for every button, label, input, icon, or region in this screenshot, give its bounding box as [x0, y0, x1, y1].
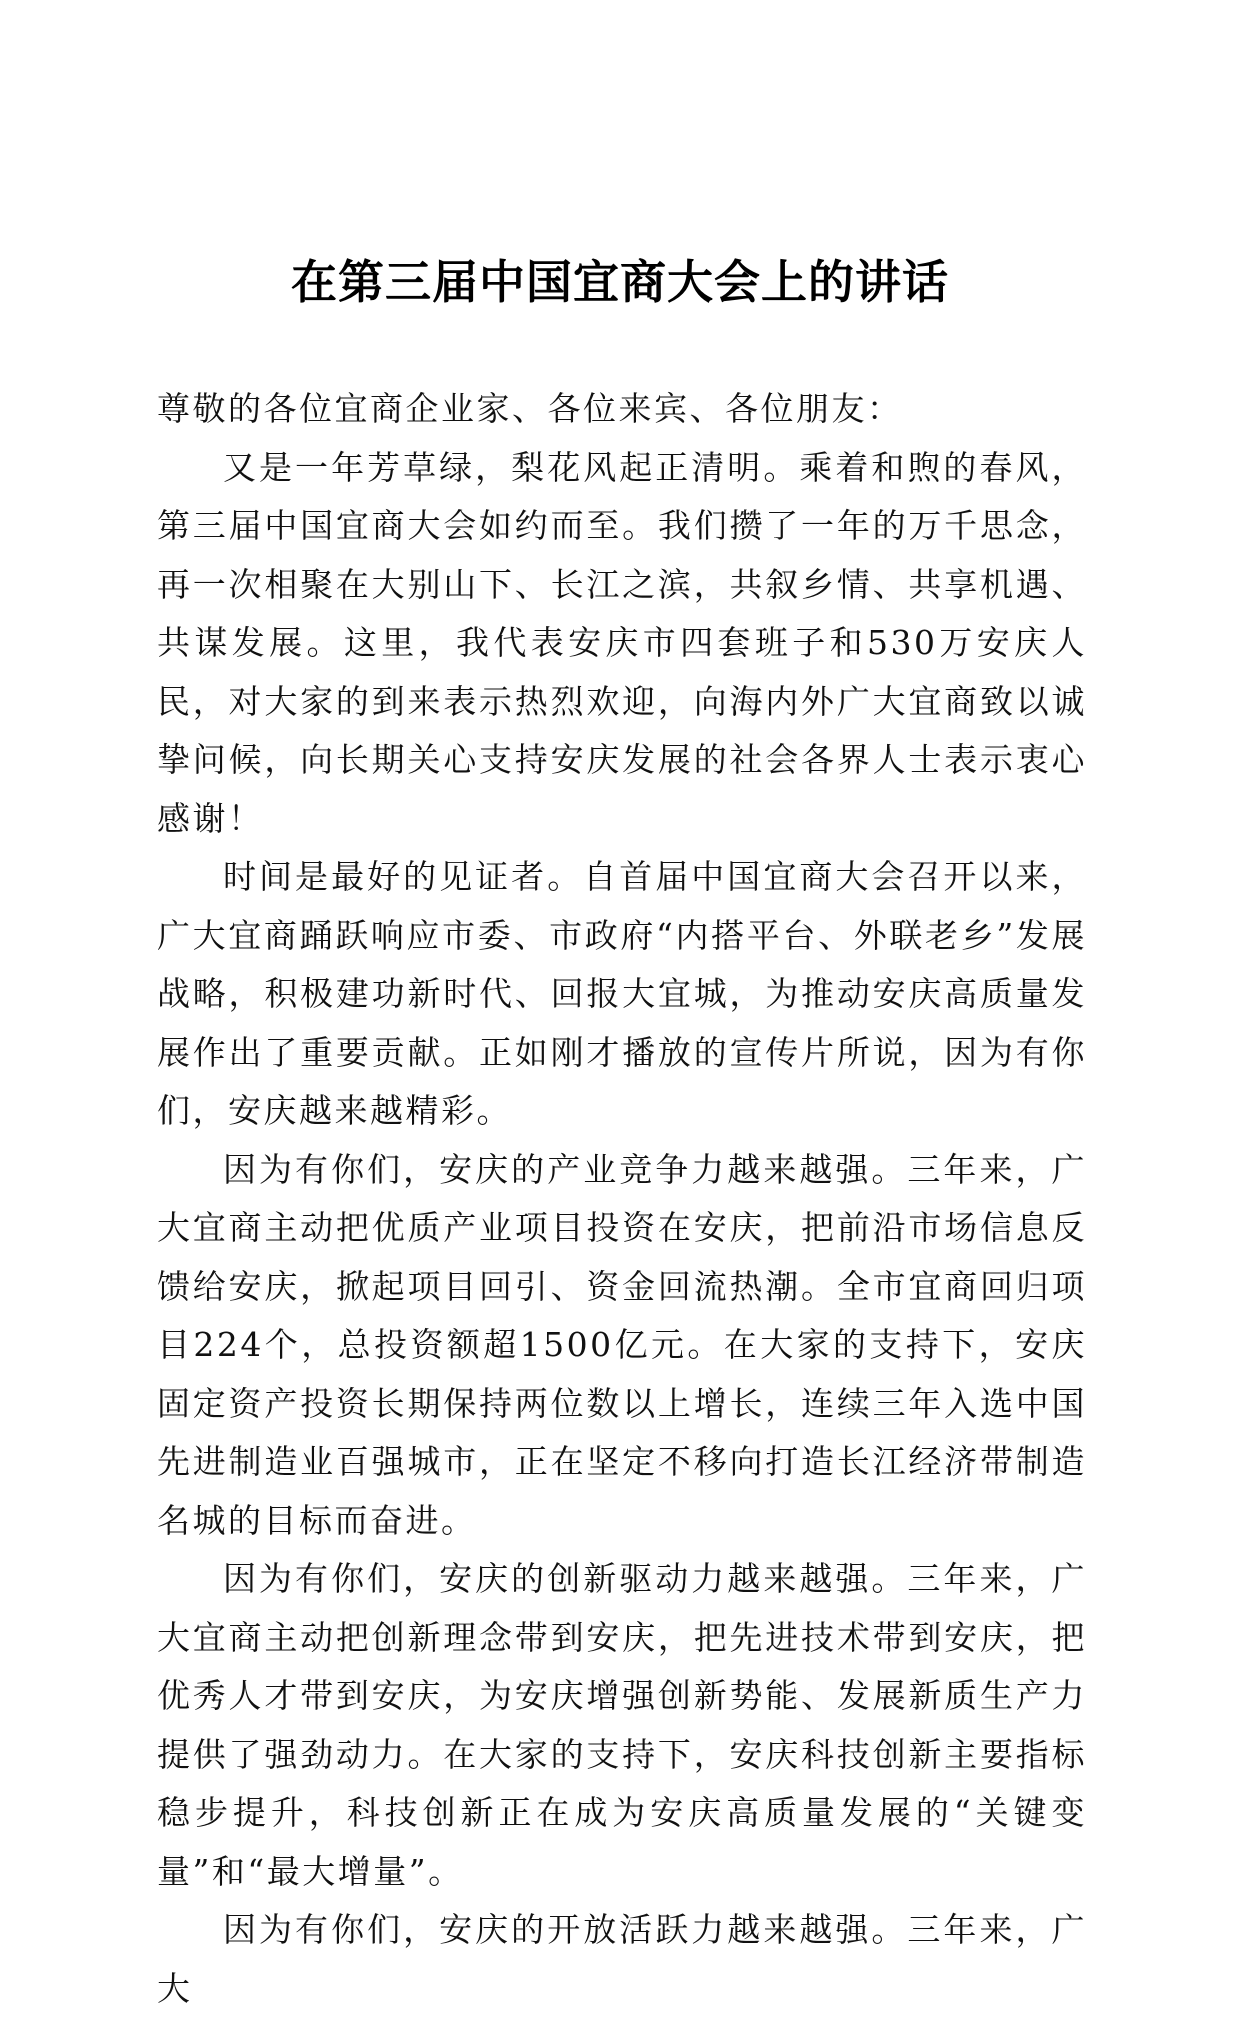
- paragraph-openness: 因为有你们，安庆的开放活跃力越来越强。三年来，广大: [157, 1910, 1087, 2008]
- document-title: 在第三届中国宜商大会上的讲话: [291, 255, 949, 309]
- document-body: [157, 380, 1087, 2018]
- paragraph-industry: 因为有你们，安庆的产业竞争力越来越强。三年来，广大宜商主动把优质产业项目投资在安庆，把前沿市场信息反馈给安庆，掀起项目回引、资金回流热潮。全市宜商回归项目224个，总投资额超1500亿元。在大家的支持下，安庆固定资产投资长期保持两位数以上增长，连续三年入选中国先进制造业百强城市，正在坚定不移向打造长江经济带制造名城的目标而奋进。: [157, 1149, 1087, 1540]
- paragraph-innovation: 因为有你们，安庆的创新驱动力越来越强。三年来，广大宜商主动把创新理念带到安庆，把先进技术带到安庆，把优秀人才带到安庆，为安庆增强创新势能、发展新质生产力提供了强劲动力。在大家的支持下，安庆科技创新主要指标稳步提升，科技创新正在成为安庆高质量发展的“关键变量”和“最大增量”。: [157, 1559, 1087, 1891]
- paragraph-welcome: 又是一年芳草绿，梨花风起正清明。乘着和煦的春风，第三届中国宜商大会如约而至。我们攒了一年的万千思念，再一次相聚在大别山下、长江之滨，共叙乡情、共享机遇、共谋发展。这里，我代表安庆市四套班子和530万安庆人民，对大家的到来表示热烈欢迎，向海内外广大宜商致以诚挚问候，向长期关心支持安庆发展的社会各界人士表示衷心感谢！: [157, 447, 1087, 838]
- paragraph-witness: 时间是最好的见证者。自首届中国宜商大会召开以来，广大宜商踊跃响应市委、市政府“内搭平台、外联老乡”发展战略，积极建功新时代、回报大宜城，为推动安庆高质量发展作出了重要贡献。正如刚才播放的宣传片所说，因为有你们，安庆越来越精彩。: [157, 857, 1087, 1130]
- salutation: 尊敬的各位宜商企业家、各位来宾、各位朋友：: [157, 389, 903, 428]
